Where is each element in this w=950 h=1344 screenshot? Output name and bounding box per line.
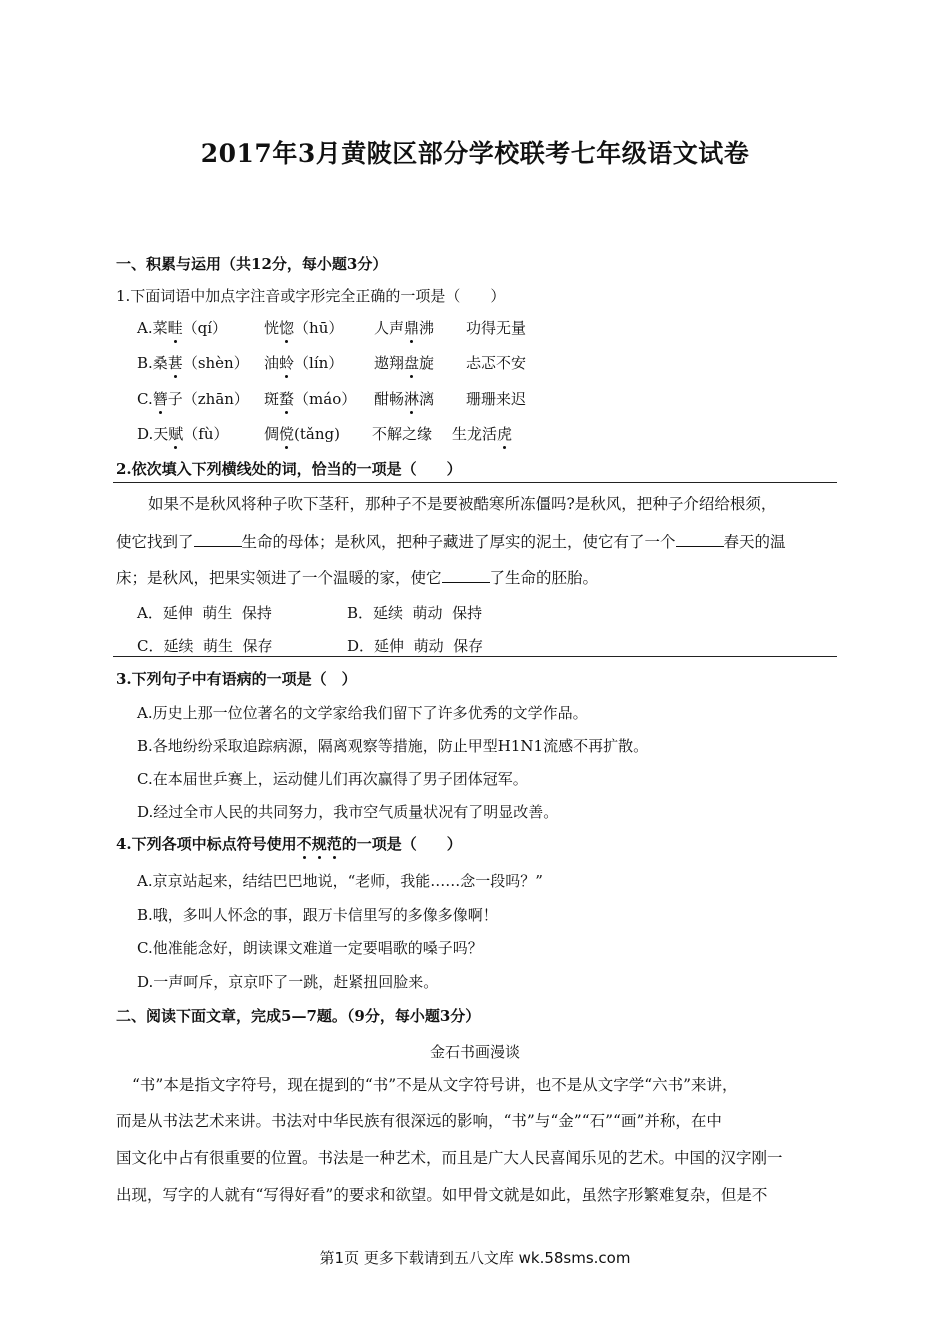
q2-option-b: B．延续 萌动 保持 xyxy=(347,604,483,622)
blank-2 xyxy=(676,532,724,547)
q3-option-b: B.各地纷纷采取追踪病源，隔离观察等措施，防止甲型H1N1流感不再扩散。 xyxy=(137,737,649,755)
section-1-heading: 一、积累与运用（共12分，每小题3分） xyxy=(116,255,388,273)
q1-option-c: C.簪子（zhān） 斑蝥（máo） 酣畅淋漓 珊珊来迟 xyxy=(137,390,527,408)
blank-3 xyxy=(442,568,490,583)
q2-top-rule xyxy=(113,482,837,483)
q4-option-d: D.一声呵斥，京京吓了一跳，赶紧扭回脸来。 xyxy=(137,973,439,991)
article-line-3: 国文化中占有很重要的位置。书法是一种艺术，而且是广大人民喜闻乐见的艺术。中国的汉字刚一 xyxy=(116,1149,783,1167)
page-footer: 第1页 更多下载请到五八文库 wk.58sms.com xyxy=(319,1249,631,1267)
q2-option-d: D．延伸 萌动 保存 xyxy=(347,637,484,655)
q2-stem: 2.依次填入下列横线处的词，恰当的一项是（ ） xyxy=(116,460,462,478)
article-line-4: 出现，写字的人就有“写得好看”的要求和欲望。如甲骨文就是如此，虽然字形繁难复杂，但是不 xyxy=(116,1186,768,1204)
q3-option-d: D.经过全市人民的共同努力，我市空气质量状况有了明显改善。 xyxy=(137,803,559,821)
article-line-2: 而是从书法艺术来讲。书法对中华民族有很深远的影响，“书”与“金”“石”“画”并称，在中 xyxy=(116,1112,722,1130)
q1-option-b: B.桑葚（shèn） 油蛉（lín） 遨翔盘旋 忐忑不安 xyxy=(137,354,527,372)
q2-option-c: C．延续 萌生 保存 xyxy=(137,637,273,655)
q2-option-a: A．延伸 萌生 保持 xyxy=(137,604,272,622)
q3-stem: 3.下列句子中有语病的一项是（ ） xyxy=(116,670,357,688)
q4-option-a: A.京京站起来，结结巴巴地说，“老师，我能……念一段吗？” xyxy=(137,872,543,890)
q2-passage-line-3: 床；是秋风，把果实领进了一个温暖的家，使它 了生命的胚胎。 xyxy=(116,569,599,587)
q2-passage-line-2: 使它找到了 生命的母体；是秋风，把种子藏进了厚实的泥土，使它有了一个 春天的温 xyxy=(116,533,786,551)
q1-option-a: A.菜畦（qí） 恍惚（hū） 人声鼎沸 功得无量 xyxy=(137,319,527,337)
q1-stem: 1.下面词语中加点字注音或字形完全正确的一项是（ ） xyxy=(116,287,506,305)
exam-title: 2017年3月黄陂区部分学校联考七年级语文试卷 xyxy=(200,139,750,168)
article-line-1: “书”本是指文字符号，现在提到的“书”不是从文字符号讲，也不是从文字学“六书”来讲， xyxy=(132,1076,738,1094)
q3-option-c: C.在本届世乒赛上，运动健儿们再次赢得了男子团体冠军。 xyxy=(137,770,528,788)
q4-option-b: B.哦，多叫人怀念的事，跟万卡信里写的多像多像啊！ xyxy=(137,906,498,924)
q1-option-d: D.天赋（fù） 倜傥(tǎng) 不解之缘 生龙活虎 xyxy=(137,425,513,443)
article-title: 金石书画漫谈 xyxy=(429,1043,520,1061)
section-2-heading: 二、阅读下面文章，完成5—7题。（9分，每小题3分） xyxy=(116,1007,481,1025)
blank-1 xyxy=(194,532,242,547)
q4-option-c: C.他准能念好，朗读课文难道一定要唱歌的嗓子吗？ xyxy=(137,939,483,957)
q2-passage-line-1: 如果不是秋风将种子吹下茎秆，那种子不是要被酷寒所冻僵吗?是秋风，把种子介绍给根须， xyxy=(148,495,777,513)
q2-bottom-rule xyxy=(113,656,837,657)
q3-option-a: A.历史上那一位位著名的文学家给我们留下了许多优秀的文学作品。 xyxy=(137,704,588,722)
q4-stem: 4.下列各项中标点符号使用不规范的一项是（ ） xyxy=(116,835,462,853)
